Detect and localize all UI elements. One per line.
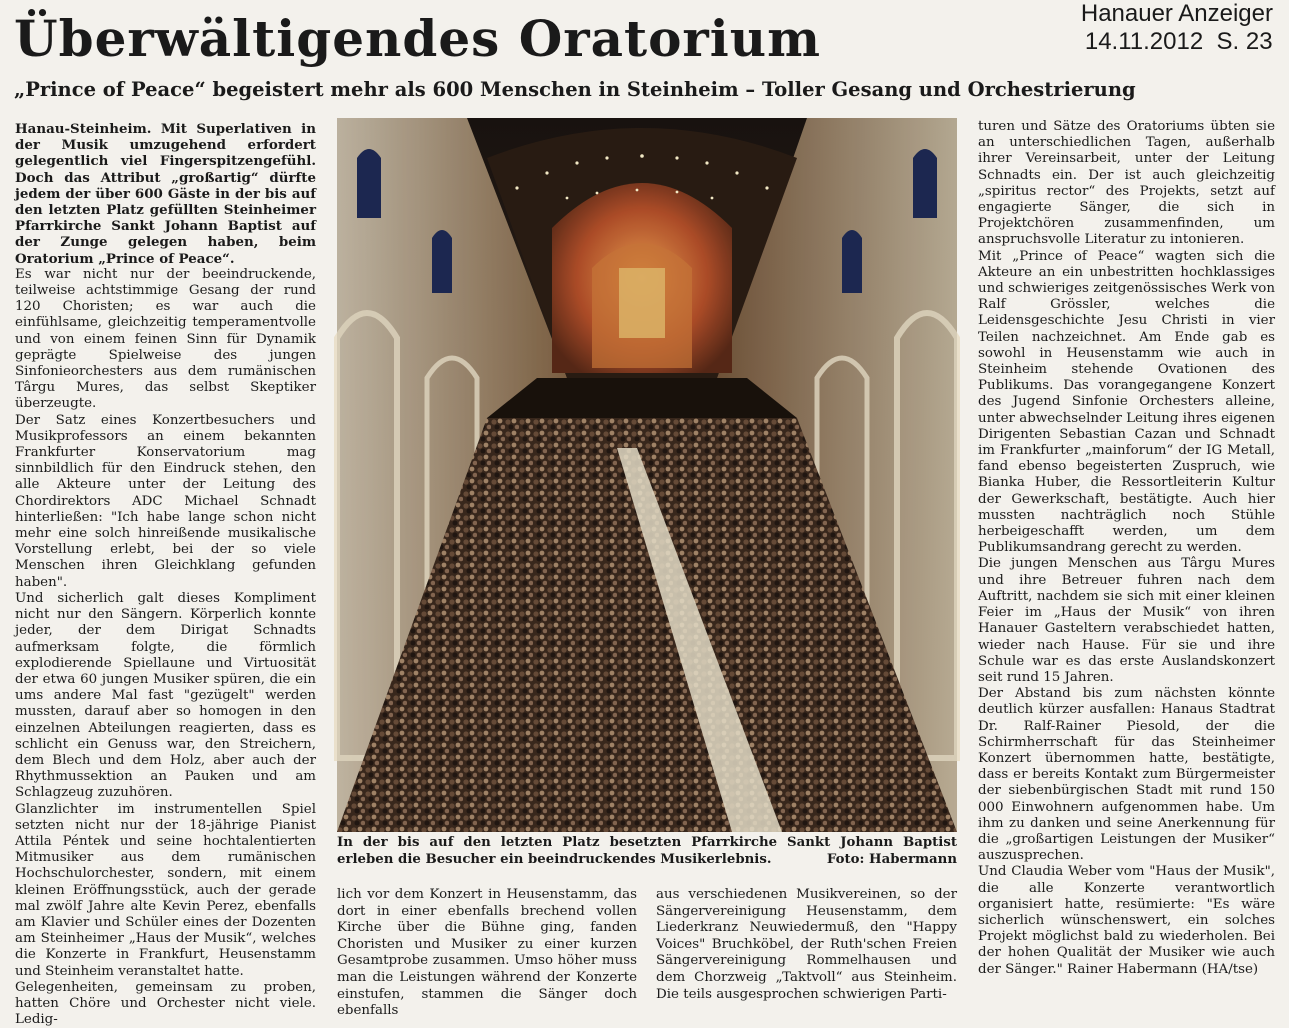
paragraph [978,864,1275,977]
photo-caption [337,834,957,868]
paragraph: Glanzlichter im instrumentellen Spiel setzten nicht nur der 18-jährige Pianist Attila Péntek und seine hochtalentierten Mitmusiker aus dem rumänischen Hochschulorchester, sondern, mit einem kleinen Eröffnungsstück, auch der gerade mal zwölf Jahre alte Kevin Perez, ebenfalls am Klavier und Schüler eines der Dozenten am Steinheimer „Haus der Musik“, welches die Konzerte in Frankfurt, Heusenstamm und Steinheim veranstaltet hatte. [15,801,316,979]
paragraph: Der Abstand bis zum nächsten könnte deutlich kürzer ausfallen: Hanaus Stadtrat Dr. Ralf-Rainer Piesold, der die Schirmherrschaft für das Steinheimer Konzert übernommen hatte, bestätigte, dass er bereits Kontakt zum Bürgermeister der siebenbürgischen Stadt mit rund 150 000 Einwohnern aufgenommen habe. Um ihm zu danken und seine Anerkennung für die „großartigen Leistungen der Musiker“ auszusprechen. [978,686,1275,864]
issue-date: 14.11.2012 [1084,28,1204,55]
lead-paragraph: Hanau-Steinheim. Mit Superlativen in der Musik umzugehend erfordert gelegentlich viel Fingerspitzengefühl. Doch das Attribut „großartig“ dürfte jedem der über 600 Gäste in der bis auf den letzten Platz gefüllten Steinheimer Pfarrkirche Sankt Johann Baptist auf der Zunge gelegen haben, beim Oratorium „Prince of Peace“. [15,121,316,267]
article-column-1 [15,121,316,1028]
article-column-2 [337,887,637,1019]
paragraph: Und sicherlich galt dieses Kompliment nicht nur den Sängern. Körperlich konnte jeder, der dem Dirigat Schnadts aufmerksam folgte, die förmlich explodierende Spiellaune und Virtuosität der etwa 60 jungen Musiker spüren, die ein ums andere Mal fast "gezügelt" werden mussten, darauf aber so homogen in den einzelnen Abteilungen reagierten, dass es schlicht ein Genuss war, den Streichern, dem Blech und dem Holz, aber auch der Rhythmussektion an Pauken und am Schlagzeug zuzuhören. [15,590,316,801]
paragraph: Mit „Prince of Peace“ wagten sich die Akteure an ein unbestritten hochklassiges und schwieriges zeitgenössisches Werk von Ralf Grössler, welches die Leidensgeschichte Jesu Christi in vier Teilen nachzeichnet. Am Ende gab es sowohl in Heusenstamm wie auch in Steinheim stehende Ovationen des Publikums. Das vorangegangene Konzert des Jugend Sinfonie Orchesters alleine, unter abwechselnder Leitung ihres eigenen Dirigenten Sebastian Cazan und Schnadt im Frankfurter „mainforum“ der IG Metall, fand ebenso begeisterten Zuspruch, wie Bianka Huber, die Ressortleiterin Kultur der Gewerkschaft, bestätigte. Auch hier mussten nachträglich noch Stühle herbeigeschafft werden, um dem Publikumsandrang gerecht zu werden. [978,248,1275,556]
article-column-3 [656,887,957,1008]
paragraph: Es war nicht nur der beeindruckende, teilweise achtstimmige Gesang der rund 120 Choristen; es war auch die einfühlsame, gleichzeitig temperamentvolle und von einem feinen Sinn für Dynamik geprägte Spielweise des jungen Sinfonieorchesters aus dem rumänischen Târgu Mures, das selbst Skeptiker überzeugte. [15,266,316,412]
paragraph: aus verschiedenen Musikvereinen, so der Sängervereinigung Heusenstamm, dem Liederkranz Neuwiedermuß, den "Happy Voices" Bruchköbel, der Ruth'schen Freien Sängervereinigung Rommelhausen und dem Chorzweig „Taktvoll“ aus Steinheim. Die teils ausgesprochen schwierigen Parti- [656,887,957,1002]
paragraph: lich vor dem Konzert in Heusenstamm, das dort in einer ebenfalls brechend vollen Kirche über die Bühne ging, fanden Choristen und Musiker zu einer kurzen Gesamtprobe zusammen. Umso höher muss man die Leistungen während der Konzerte einstufen, stammen die Sänger doch ebenfalls [337,887,637,1019]
author-byline: Rainer Habermann (HA/tse) [1067,961,1259,977]
closing-quote: Und Claudia Weber vom "Haus der Musik", die alle Konzerte verantwortlich organisiert hatte, resümierte: "Es wäre sicherlich wünschenswert, ein solches Projekt möglichst bald zu wiederholen. Bei der hohen Qualität der Musiker wie auch der Sänger." [978,864,1275,977]
paper-name: Hanauer Anzeiger [1080,0,1273,27]
caption-text: In der bis auf den letzten Platz besetzten Pfarrkirche Sankt Johann Baptist erleben die Besucher ein beeindruckendes Musikerlebnis. [337,835,957,867]
paragraph: Die jungen Menschen aus Târgu Mures und ihre Betreuer fuhren nach dem Auftritt, nachdem sie sich mit einer kleinen Feier im „Haus der Musik“ von ihren Hanauer Gasteltern verabschiedet hatten, wieder nach Hause. Für sie und ihre Schule war es das erste Auslandskonzert seit rund 15 Jahren. [978,556,1275,685]
subheadline: „Prince of Peace“ begeistert mehr als 600 Menschen in Steinheim – Toller Gesang und Orchestrierung [14,78,1136,101]
paragraph: Gelegenheiten, gemeinsam zu proben, hatten Chöre und Orchester nicht viele. Ledig- [15,979,316,1028]
headline: Überwältigendes Oratorium [14,9,822,68]
photo-credit: Foto: Habermann [826,852,957,867]
article-column-4 [978,119,1275,1005]
paragraph: turen und Sätze des Oratoriums übten sie an unterschiedlichen Tagen, außerhalb ihrer Vereinsarbeit, unter der Leitung Schnadts ein. Der ist auch gleichzeitig „spiritus rector“ des Projekts, setzt auf engagierte Sänger, die sich in Projektchören zusammenfinden, um anspruchsvolle Literatur zu intonieren. [978,119,1275,248]
concert-photo [337,118,957,832]
page-number: S. 23 [1216,28,1273,55]
paragraph: Der Satz eines Konzertbesuchers und Musikprofessors an einem bekannten Frankfurter Konservatorium mag sinnbildlich für den Eindruck stehen, den alle Akteure unter der Leitung des Chordirektors ADC Michael Schnadt hinterließen: "Ich habe lange schon nicht mehr eine solch hinreißende musikalische Vorstellung erlebt, bei der so viele Menschen ihren Gleichklang gefunden haben". [15,412,316,590]
source-line [1081,0,1273,56]
